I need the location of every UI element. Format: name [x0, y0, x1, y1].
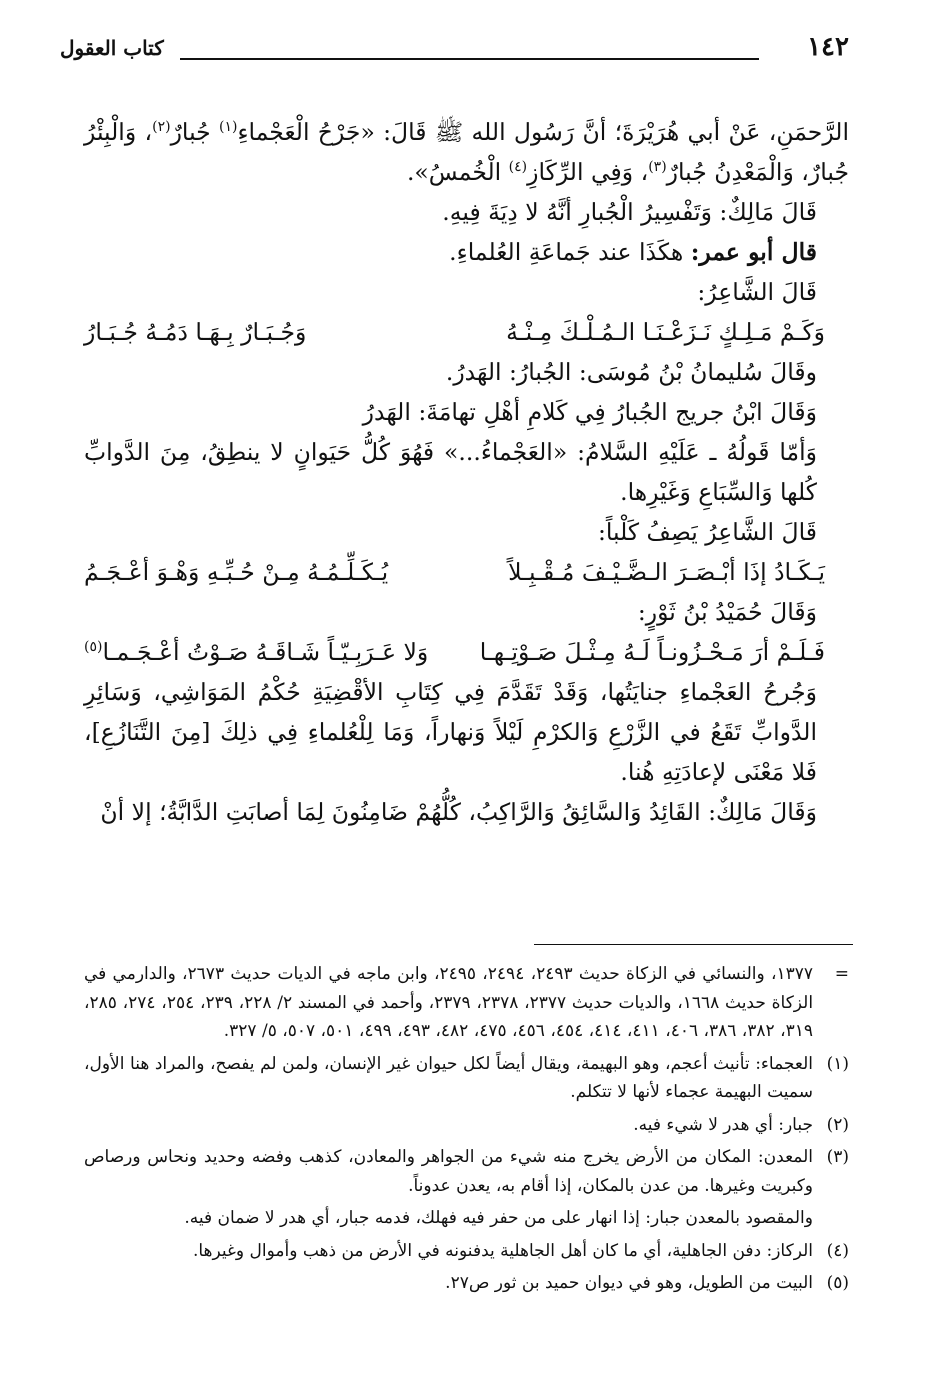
footnote [84, 1237, 849, 1266]
footnote-marker: (٤) [826, 1240, 849, 1261]
footnote-marker: = [834, 964, 849, 984]
verse-second-hemistich: وَلا عَـرَبِـيّـاً شَـاقَـهُ صَـوْتُ أعْـجَـمـا$^{(٥)}$ [84, 638, 429, 666]
text-line: وَقَالَ ابْنُ جريج الجُبارُ فِي كَلامِ أهْلِ تهامَةَ: الهَدرُ [362, 398, 817, 426]
text-line: وَقَالَ حُمَيْدُ بْنُ ثَوْرٍ: [637, 598, 817, 626]
footnote-divider [534, 944, 853, 945]
footnote-ref: (١) [219, 119, 238, 136]
footnote-ref: (٤) [508, 159, 528, 176]
footnote-text: الركاز: دفن الجاهلية، أي ما كان أهل الجاهلية يدفنونه في الأرض من ذهب وأموال وغيرها. [192, 1240, 813, 1261]
poem-verse [84, 632, 849, 672]
footnote-continuation: والمقصود بالمعدن جبار: إذا انهار على من حفر فيه فهلك، فدمه جبار، أي هدر لا ضمان فيه. [184, 1208, 813, 1228]
header-rule [180, 58, 759, 60]
footnote-text: جبار: أي هدر لا شيء فيه. [633, 1114, 813, 1135]
footnote-text: العجماء: تأنيث أعجم، وهو البهيمة، ويقال أيضاً لكل حيوان غير الإنسان، ولمن لم يفصح، والمراد هنا الأول، سميت البهيمة عجماء لأنها لا تتكلم. [84, 1053, 813, 1102]
text-line: وَأمّا قَولُهُ ـ عَلَيْهِ السَّلامُ: «العَجْماءُ...» فَهُوَ كُلُّ حَيَوانٍ لا ينطِقُ، مِنَ الدَّوابِّ كُلها وَالسِّبَاعِ وَغَيْرِها. [84, 438, 817, 506]
footnote [84, 1269, 849, 1298]
main-text [84, 112, 849, 832]
footnotes [84, 960, 849, 1302]
verse-first-hemistich: وَكَـمْ مَـلِـكٍ نَـزَعْـنَـا الـمُـلْـكَ مِـنْـهُ [506, 318, 825, 346]
text-line: وَقَالَ مَالِكٌ: القَائِدُ وَالسَّائِقُ وَالرَّاكِبُ، كُلُّهُمْ ضَامِنُونَ لِمَا أصابَتِ الدَّابَّةُ؛ إلا أنْ [100, 798, 817, 826]
footnote-marker: (٥) [826, 1273, 849, 1293]
footnote [84, 1143, 849, 1200]
footnote [84, 1050, 849, 1107]
text-line: الرَّحمَنِ، عَنْ أبي هُرَيْرَةَ؛ أنَّ رَسُول الله ﷺ قَالَ: «جَرْحُ الْعَجْماءِ$^{(١)}$ جُبارٌ$^{(٢)}$، وَالْبِئْرُ جُبارٌ، وَالْمَعْدِنُ جُبارٌ$^{(٣)}$، وَفِي الرِّكَازِ$^{(٤)}$ الْخُمسُ». [84, 118, 849, 186]
footnote [84, 960, 849, 1046]
verse-second-hemistich: يُـكَـلِّـمُـهُ مِـنْ حُـبِّـهِ وَهْـوَ أعْـجَـمُ [84, 558, 389, 586]
verse-second-hemistich: وَجُـبَـارٌ بِـهَـا دَمُـهُ جُـبَـارُ [84, 318, 307, 346]
footnote-ref: (٣) [648, 159, 667, 176]
text-line: قَالَ مَالِكٌ: وَتَفْسِيرُ الْجُبارِ أنَّهُ لا دِيَةَ فِيهِ. [442, 198, 817, 226]
page-header [60, 28, 849, 68]
footnote-marker: (٢) [826, 1114, 849, 1135]
footnote-text: المعدن: المكان من الأرض يخرج منه شيء من الجواهر والمعادن، كذهب وفضه وحديد ونحاس ورصاص وكبريت وغيرها. من عدن بالمكان، إذا أقام به، يعدن عدوناً. [84, 1147, 813, 1196]
verse-first-hemistich: يَـكَـادُ إذَا أبْـصَـرَ الـضَّـيْـفَ مُـقْـبِـلاً [508, 558, 825, 586]
text-line: وقَالَ سُليمانُ بْنُ مُوسَى: الجُبارُ: الهَدرُ. [445, 358, 817, 386]
book-title: كتاب العقول [60, 36, 164, 60]
text-line: وَجُرحُ العَجْماءِ جنايَتُها، وَقَدْ تَقَدَّمَ فِي كِتَابِ الأقْضِيَةِ حُكْمُ المَوَاشِي، وَسَائِرِ الدَّوابِّ تَقَعُ في الزَّرْعِ وَالكرْمِ لَيْلاً وَنهاراً، وَمَا لِلْعُلماءِ فِي ذلِكَ [مِنَ التَّنَازُعِ]، فَلا مَعْنَى لإعادَتِهِ هُنا. [84, 678, 817, 786]
verse-first-hemistich: فَـلَـمْ أرَ مَـحْـزُونـاً لَـهُ مِـثْـلَ صَـوْتِـهـا [479, 638, 825, 666]
footnote-ref: (٢) [152, 119, 171, 136]
footnote-marker: (١) [826, 1053, 849, 1074]
text-line: قَالَ الشَّاعِرُ يَصِفُ كَلْباً: [597, 518, 817, 546]
speaker-label: قال أبو عمر: [690, 238, 817, 266]
poem-verse [84, 312, 849, 352]
footnote-marker: (٣) [826, 1147, 849, 1167]
footnote-ref: (٥) [84, 639, 103, 656]
page-number: ١٤٢ [807, 32, 849, 62]
poem-verse [84, 552, 849, 592]
footnote-text: ١٣٧٧، والنسائي في الزكاة حديث ٢٤٩٣، ٢٤٩٤، ٢٤٩٥، وابن ماجه في الديات حديث ٢٦٧٣، والدارمي في الزكاة حديث ١٦٦٨، والديات حديث ٢٣٧٧، ٢٣٧٨، ٢٣٧٩، وأحمد في المسند ٢/ ٢٢٨، ٢٣٩، ٢٥٤، ٢٧٤، ٢٨٥، ٣١٩، ٣٨٢، ٣٨٦، ٤٠٦، ٤١١، ٤١٤، ٤٥٤، ٤٥٦، ٤٧٥، ٤٨٢، ٤٩٣، ٤٩٩، ٥٠١، ٥٠٧، ٥/ ٣٢٧. [84, 964, 814, 1041]
text-line: قَالَ الشَّاعِرُ: [697, 278, 817, 306]
footnote-text: البيت من الطويل، وهو في ديوان حميد بن ثور ص٢٧. [445, 1273, 813, 1293]
text-line: قال أبو عمر: هكَذَا عند جَماعَةِ العُلماءِ. [449, 238, 817, 266]
footnote [84, 1111, 849, 1140]
